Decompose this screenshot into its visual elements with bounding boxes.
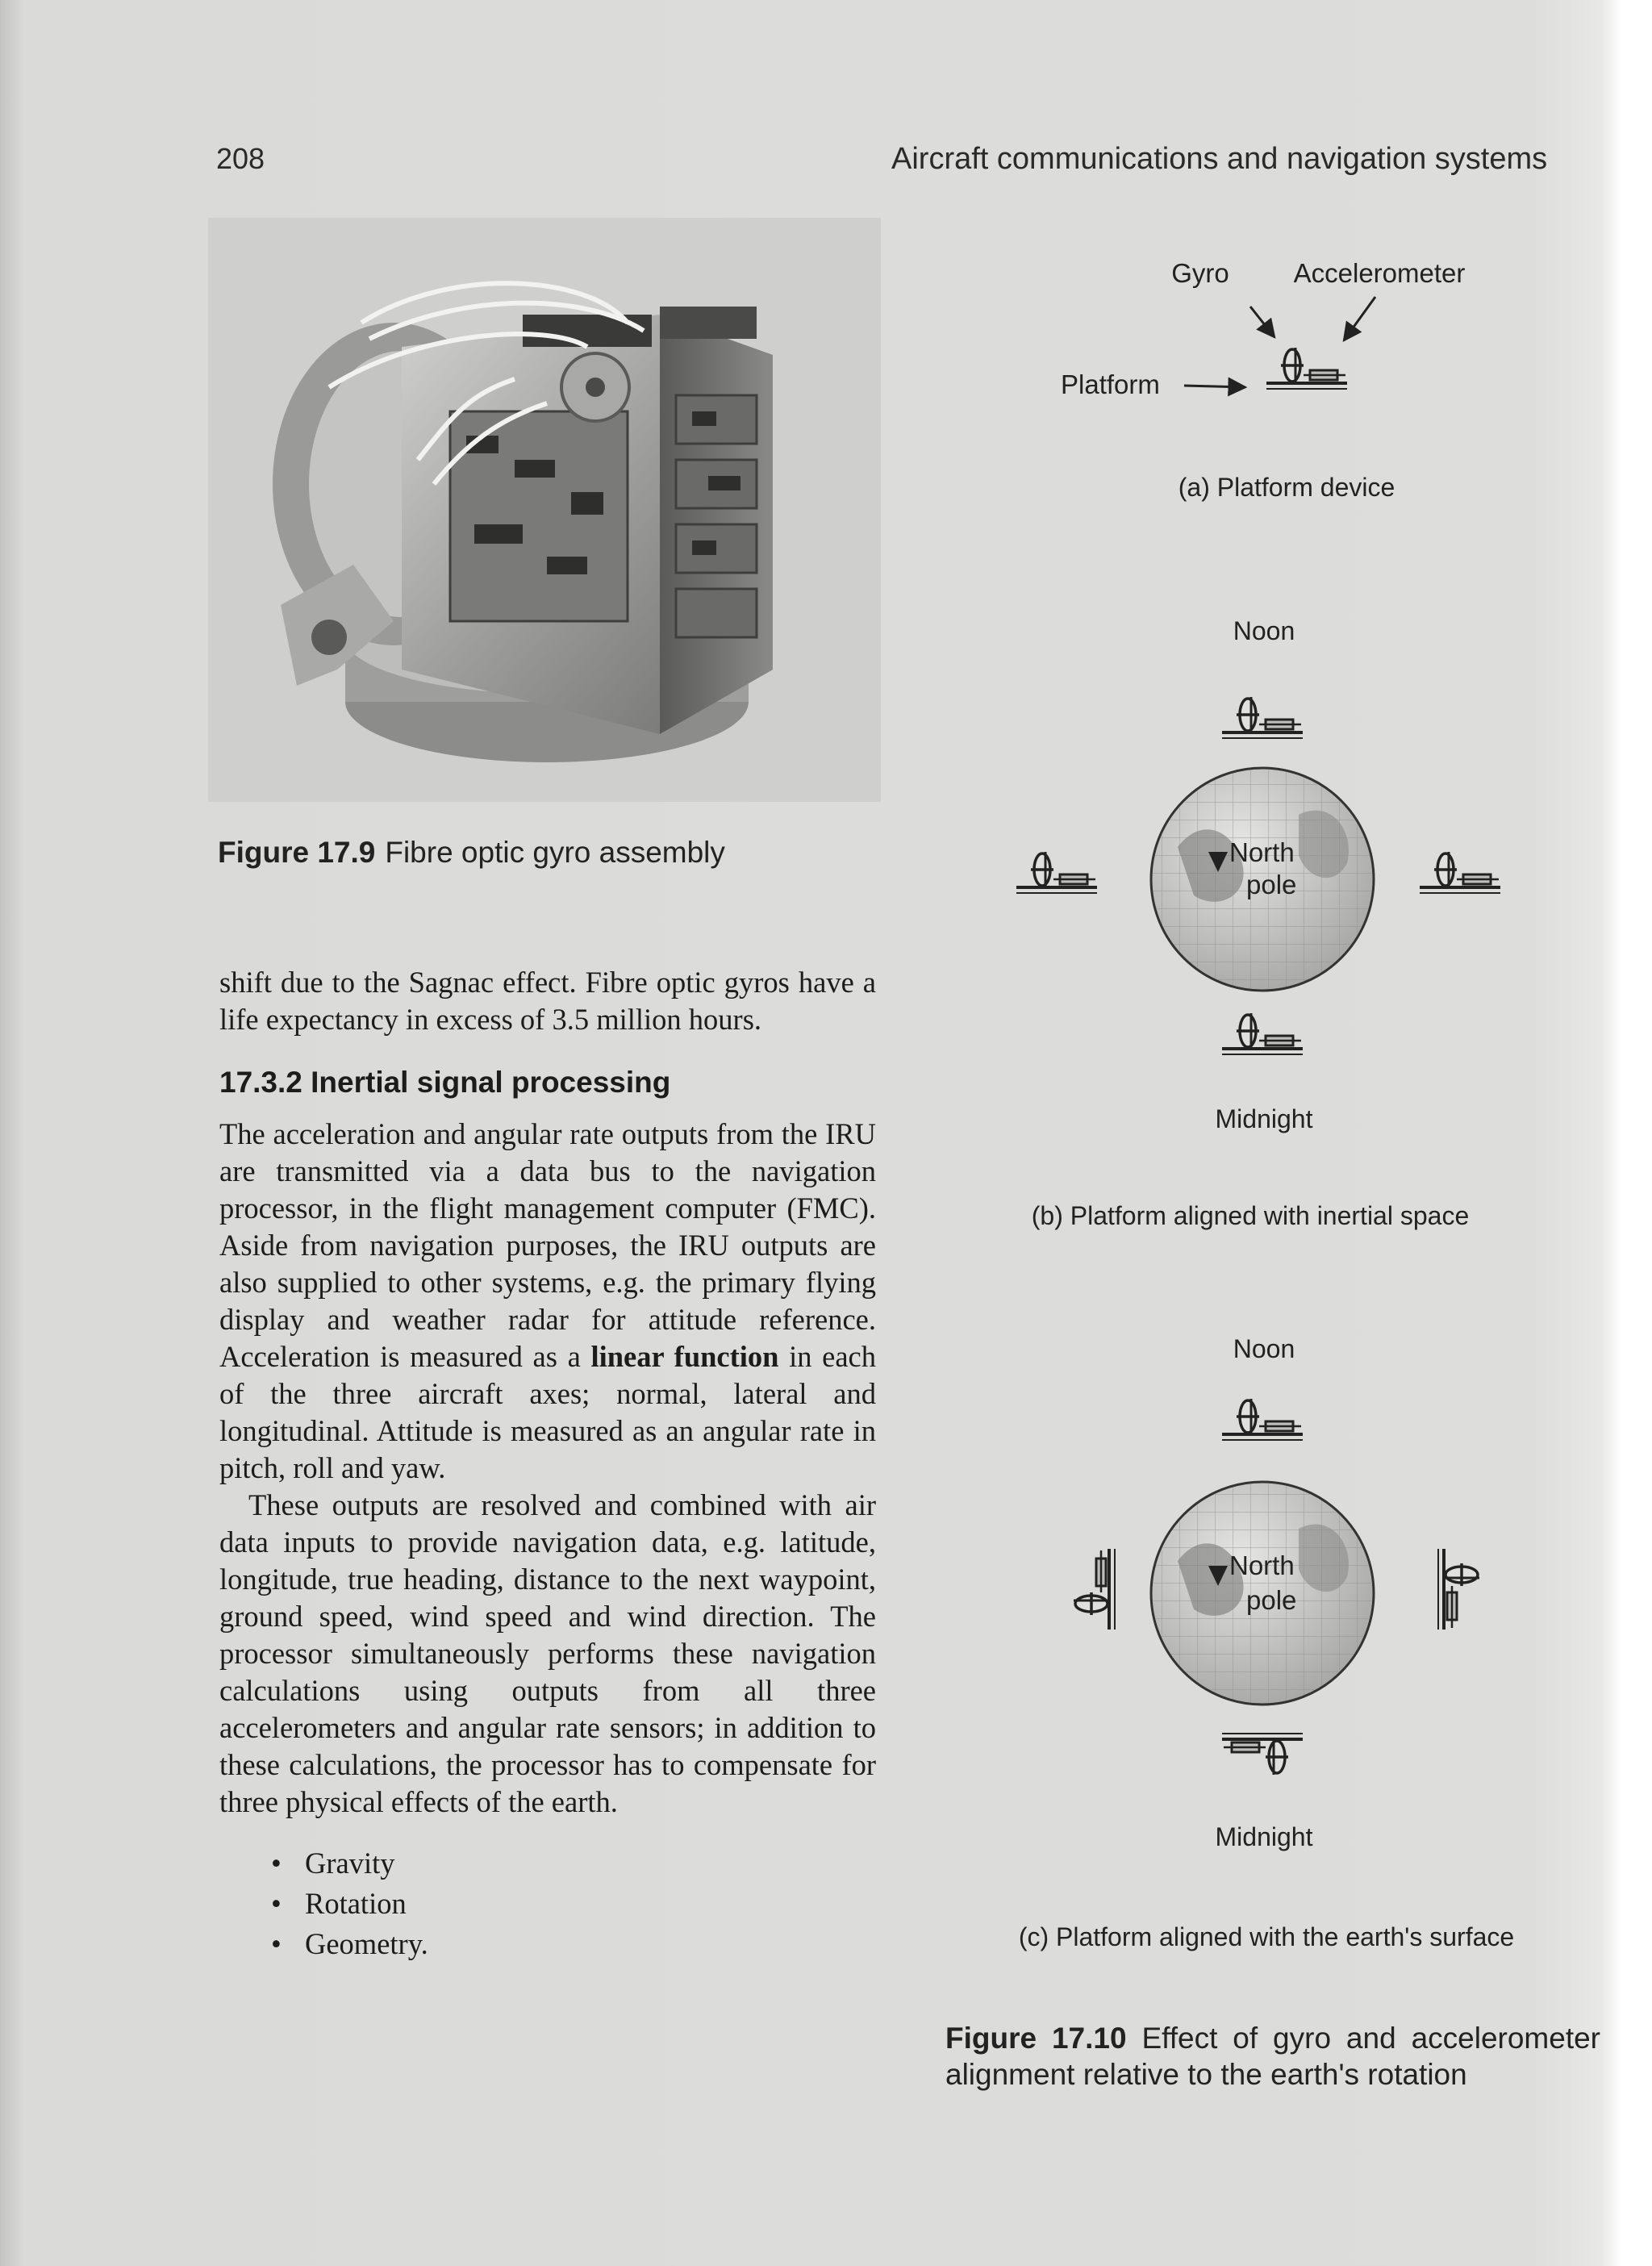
platform-unit-noon-c [1222,1399,1303,1440]
list-item: • Gravity [271,1843,876,1884]
pole-label-c: pole [1246,1585,1297,1615]
platform-unit-midnight-c [1222,1734,1303,1775]
north-label-c: North [1229,1550,1295,1580]
platform-device-panel [1061,258,1465,502]
platform-label: Platform [1061,369,1160,399]
noon-label-b: Noon [1233,616,1295,645]
figure-17-10-text: Effect of gyro and accelerometer alignment relative to the earth's rotation [945,2022,1601,2091]
body-paragraph-2-end: in each of the three aircraft axes; normal, lateral and longitudinal. Attitude is measured as an angular rate in pitch, roll and yaw. [219,1340,876,1484]
globe-b [1151,768,1374,991]
body-text-column [219,964,876,1964]
page-number: 208 [216,142,265,175]
body-paragraph-3: These outputs are resolved and combined with air data inputs to provide navigation data, e.g. latitude, longitude, true heading, distance to the next waypoint, ground speed, wind speed and wind direction. The processor simultaneously performs these navigation calculations using outputs from all three accelerometers and angular rate sensors; in addition to these calculations, the processor has to compensate for three physical effects of the earth. [219,1488,876,1818]
platform-unit-midnight-b [1222,1013,1303,1054]
platform-unit-left-c [1074,1549,1115,1630]
figure-17-10-label: Figure 17.10 [945,2022,1127,2055]
platform-unit-icon [1266,348,1347,389]
earth-surface-panel [1019,1334,1514,1951]
running-title: Aircraft communications and navigation systems [891,142,1548,176]
list-item: • Rotation [271,1884,876,1924]
figure-17-10-caption [945,2020,1600,2093]
noon-label-c: Noon [1233,1334,1295,1363]
inertial-space-panel [1016,616,1500,1230]
platform-unit-right-c [1438,1549,1479,1630]
globe-c [1151,1482,1374,1705]
body-paragraph-2 [219,1116,876,1487]
pole-label-b: pole [1246,870,1297,899]
accelerometer-label: Accelerometer [1293,258,1466,288]
body-paragraph-1: shift due to the Sagnac effect. Fibre optic gyros have a life expectancy in excess of 3.5 million hours. [219,966,876,1036]
earth-effects-list [219,1843,876,1964]
midnight-label-b: Midnight [1215,1104,1313,1133]
gyro-label: Gyro [1171,258,1229,288]
platform-unit-left-b [1016,852,1097,893]
figure-17-9-caption [218,836,725,870]
body-paragraph-2-bold: linear function [590,1340,779,1373]
figure-17-9-label: Figure 17.9 [218,836,376,869]
gyro-assembly-illustration [208,218,881,802]
platform-unit-noon-b [1222,697,1303,738]
figure-17-10-diagram [895,234,1621,1993]
list-item: • Geometry. [271,1924,876,1964]
earth-surface-caption: (c) Platform aligned with the earth's surface [1018,1922,1515,1951]
figure-17-9-text: Fibre optic gyro assembly [385,836,725,869]
midnight-label-c: Midnight [1215,1822,1313,1851]
gyro-assembly-photo [208,218,881,802]
platform-device-caption: (a) Platform device [1178,473,1395,502]
inertial-space-caption: (b) Platform aligned with inertial space [1031,1201,1470,1230]
platform-unit-right-b [1420,852,1500,893]
body-paragraph-2-start: The acceleration and angular rate outputs from the IRU are transmitted via a data bus to the navigation processor, in the flight management computer (FMC). Aside from navigation purposes, the IRU outputs are also supplied to other systems, e.g. the primary flying display and weather radar for attitude reference. Acceleration is measured as a [219,1117,876,1373]
section-heading: 17.3.2 Inertial signal processing [219,1066,671,1099]
north-label-b: North [1229,837,1295,867]
